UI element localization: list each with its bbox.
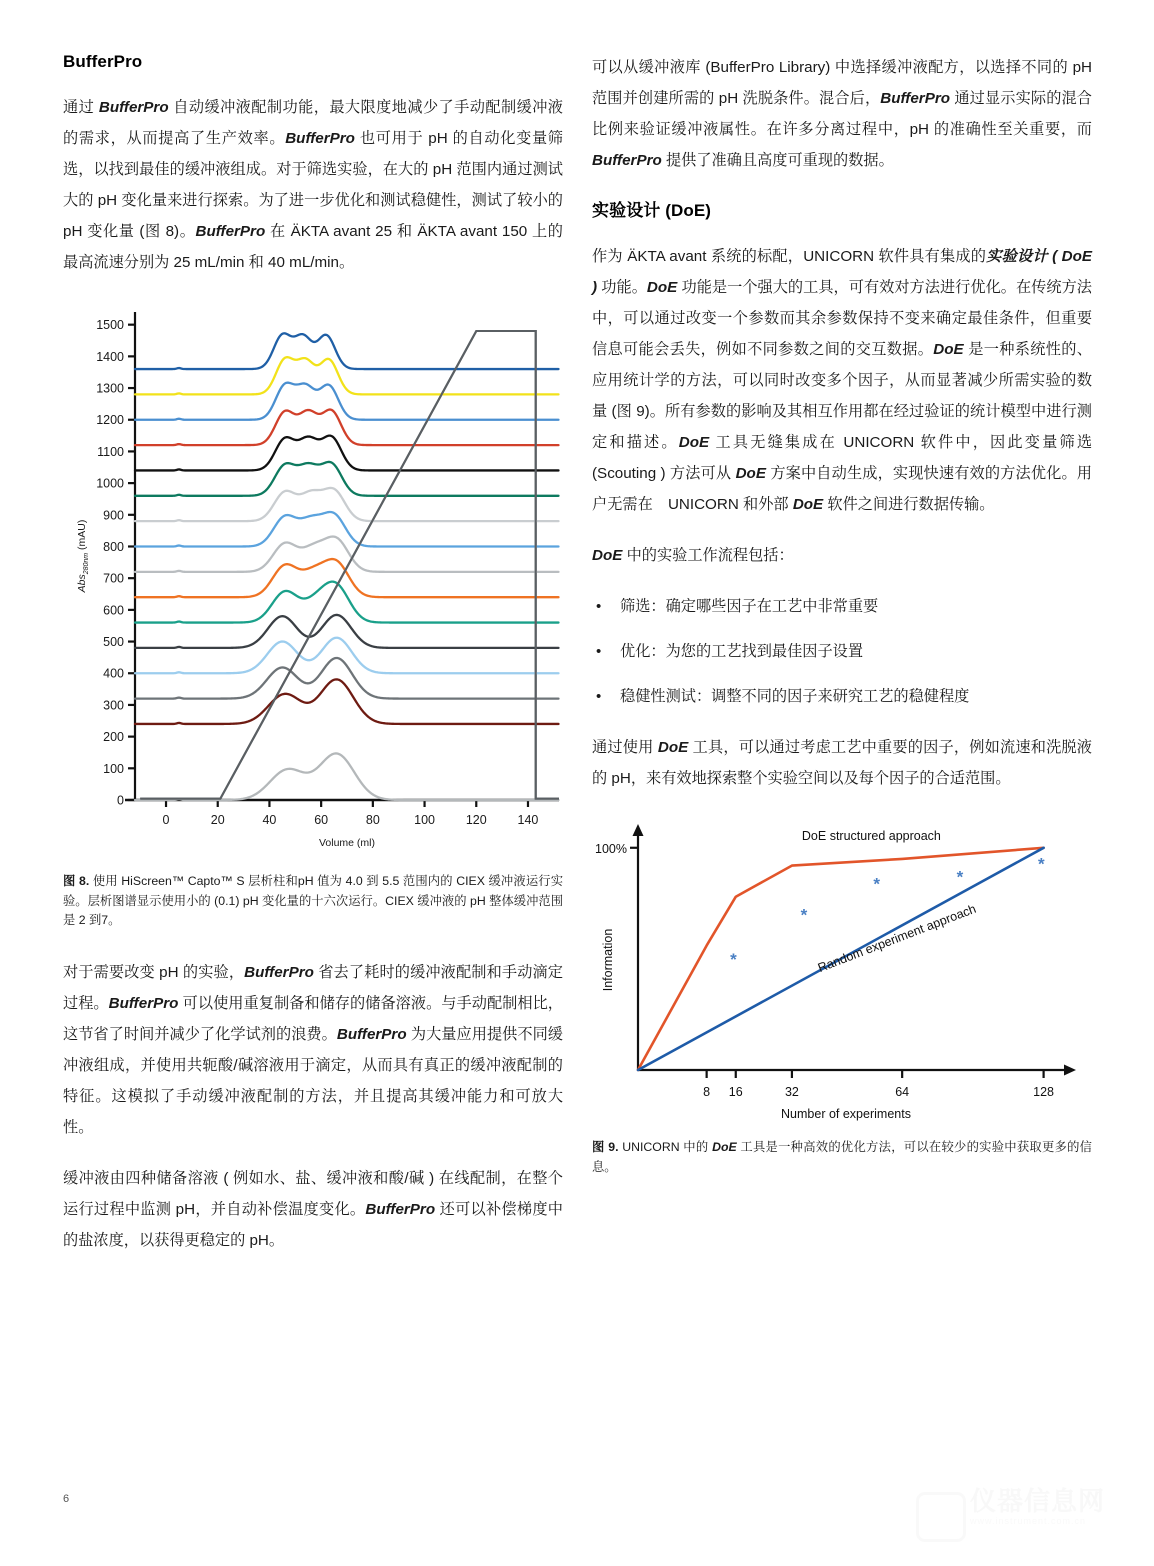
figure-8 <box>63 298 563 858</box>
watermark-text: 仪器信息网 <box>970 1486 1106 1516</box>
annotation-doe-structured: DoE structured approach <box>801 828 941 843</box>
x-tick-label: 8 <box>703 1085 711 1099</box>
chromatogram-trace <box>135 512 558 546</box>
figure-9-doe-chart <box>592 814 1082 1124</box>
y-tick-label: 0 <box>117 793 124 808</box>
x-tick-label: 32 <box>784 1085 799 1099</box>
right-column <box>592 52 1092 1177</box>
chromatogram-trace <box>135 753 558 800</box>
paragraph-bufferpro-stock-solutions: 缓冲液由四种储备溶液 ( 例如水、盐、缓冲液和酸/碱 ) 在线配制，在整个运行过程中监测 pH，并自动补偿温度变化。BufferPro 还可以补偿梯度中的盐浓度，以获得更稳定的 pH。 <box>63 1169 563 1249</box>
paragraph-bufferpro-benefits: 对于需要改变 pH 的实验，BufferPro 省去了耗时的缓冲液配制和手动滴定过程。BufferPro 可以使用重复制备和储存的储备溶液。与手动配制相比，这节省了时间并减少了化学试剂的浪费。BufferPro 为大量应用提供不同缓冲液组成，并使用共轭酸/碱溶液用于滴定，从而具有真正的缓冲液配制的特征。这模拟了手动缓冲液配制的方法，并且提高其缓冲能力和可放大性。 <box>63 963 563 1136</box>
x-tick-label: 0 <box>162 813 170 827</box>
chromatogram-trace <box>135 333 558 369</box>
section-heading-doe: 实验设计 (DoE) <box>592 201 712 220</box>
paragraph-doe-workflow-lead: DoE 中的实验工作流程包括： <box>592 547 794 564</box>
annotation-random-experiment: Random experiment approach <box>815 901 978 976</box>
paragraph-doe-intro: 作为 ÄKTA avant 系统的标配，UNICORN 软件具有集成的实验设计 ( DoE ) 功能。DoE 功能是一个强大的工具，可有效对方法进行优化。在传统方法中，可以通过改变一个参数而其余参数保持不变来确定最佳条件，但重要信息可能会丢失，例如不同参数之间的交互数据。DoE 是一种系统性的、应用统计学的方法，可以同时改变多个因子，从而显著减少所需实验的数量 (图 9)。所有参数的影响及其相互作用都在经过验证的统计模型中进行测定和描述。DoE 工具无缝集成在 UNICORN 软件中，因此变量筛选 (Scouting ) 方法可从 DoE 方案中自动生成，实现快速有效的方法优化。用户无需在 UNICORN 和外部 DoE 软件之间进行数据传输。 <box>592 248 1093 513</box>
list-item: • 稳健性测试：调整不同的因子来研究工艺的稳健程度 <box>592 681 1092 712</box>
x-axis-arrow-icon <box>1064 1065 1076 1076</box>
x-tick-label: 64 <box>895 1085 910 1099</box>
y-tick-label: 1100 <box>97 444 124 459</box>
figure-8-caption: 图 8. 使用 HiScreen™ Capto™ S 层析柱和pH 值为 4.0 到 5.5 范围内的 CIEX 缓冲液运行实验。层析图谱显示使用小的 (0.1) pH 变化量的十六次运行。CIEX 缓冲液的 pH 整体缓冲范围是 2 到7。 <box>63 874 563 927</box>
doe-workflow-list <box>592 591 1092 712</box>
x-tick-label: 40 <box>262 813 277 827</box>
y-axis-label <box>76 520 90 594</box>
x-tick-label: 20 <box>210 813 225 827</box>
x-tick-label: 140 <box>517 813 539 827</box>
left-column <box>63 52 563 1276</box>
chromatogram-trace <box>135 559 558 597</box>
y-tick-label: 300 <box>103 698 124 713</box>
x-axis-label: Volume (ml) <box>318 837 376 849</box>
x-tick-label: 60 <box>314 813 329 827</box>
x-tick-label: 100 <box>414 813 435 827</box>
watermark <box>916 1486 1112 1546</box>
chromatogram-trace <box>135 679 558 724</box>
y-axis-arrow-icon <box>633 824 644 836</box>
y-tick-label: 100 <box>103 761 124 776</box>
y-tick-label: 200 <box>103 730 124 745</box>
y-tick-label: 600 <box>103 603 124 618</box>
watermark-logo-icon <box>916 1492 966 1542</box>
x-tick-label: 80 <box>365 813 380 827</box>
watermark-url: www.instrument.com.cn <box>970 1516 1087 1526</box>
y-tick-label: 1300 <box>96 381 124 396</box>
chromatogram-trace <box>135 582 558 623</box>
y-tick-label: 900 <box>103 508 124 523</box>
chromatogram-trace <box>135 638 558 674</box>
star-marker-icon: * <box>730 949 737 969</box>
gradient-trace <box>140 331 559 799</box>
chromatogram-trace <box>135 658 558 699</box>
x-tick-label: 16 <box>728 1085 743 1099</box>
y-tick-label: 500 <box>103 635 124 650</box>
star-marker-icon: * <box>800 905 808 925</box>
y-tick-label: 1500 <box>96 318 124 333</box>
star-marker-icon: * <box>873 874 881 894</box>
chromatogram-trace <box>135 357 558 394</box>
star-marker-icon: * <box>1037 854 1045 874</box>
y-tick-label: 800 <box>103 539 124 554</box>
x-tick-label: 128 <box>1033 1085 1055 1099</box>
chromatogram-trace <box>135 615 558 648</box>
y-tick-label: 700 <box>103 571 124 586</box>
chromatogram-trace <box>135 488 558 521</box>
y-tick-label: 400 <box>103 666 124 681</box>
y-axis-label: Information <box>601 928 615 992</box>
paragraph-bufferpro-library: 可以从缓冲液库 (BufferPro Library) 中选择缓冲液配方，以选择不同的 pH 范围并创建所需的 pH 洗脱条件。混合后，BufferPro 通过显示实际的混合比例来验证缓冲液属性。在许多分离过程中，pH 的准确性至关重要，而 BufferPro 提供了准确且高度可重现的数据。 <box>592 59 1092 169</box>
paragraph-doe-design-space: 通过使用 DoE 工具，可以通过考虑工艺中重要的因子，例如流速和洗脱液的 pH，来有效地探索整个实验空间以及每个因子的合适范围。 <box>592 739 1092 787</box>
figure-9-caption: 图 9. UNICORN 中的 DoE 工具是一种高效的优化方法，可以在较少的实验中获取更多的信息。 <box>592 1140 1092 1174</box>
chromatogram-trace <box>135 462 558 496</box>
y-tick-label-100: 100% <box>595 841 627 856</box>
gradient-trace-overlay <box>140 331 559 799</box>
list-item: • 优化：为您的工艺找到最佳因子设置 <box>592 636 1092 667</box>
chromatogram-trace <box>135 436 558 471</box>
list-item: • 筛选：确定哪些因子在工艺中非常重要 <box>592 591 1092 622</box>
x-tick-label: 120 <box>465 813 487 827</box>
y-tick-label: 1000 <box>96 476 124 491</box>
x-axis-label: Number of experiments <box>781 1107 911 1121</box>
figure-8-chromatogram-chart <box>63 298 563 858</box>
figure-9 <box>592 814 1092 1124</box>
y-tick-label: 1400 <box>96 349 124 364</box>
page-number: 6 <box>63 1493 70 1505</box>
svg-text:Abs280nm (mAU): Abs$_{280nm}$ (mAU) <box>76 519 90 593</box>
y-tick-label: 1200 <box>96 413 124 428</box>
star-marker-icon: * <box>956 867 964 887</box>
section-heading-bufferpro: BufferPro <box>63 52 143 71</box>
paragraph-bufferpro-intro: 通过 BufferPro 自动缓冲液配制功能，最大限度地减少了手动配制缓冲液的需求，从而提高了生产效率。BufferPro 也可用于 pH 的自动化变量筛选，以找到最佳的缓冲液组成。对于筛选实验，在大的 pH 范围内通过测试大的 pH 变化量来进行探索。为了进一步优化和测试稳健性，测试了较小的 pH 变化量 (图 8)。BufferPro 在 ÄKTA avant 25 和 ÄKTA avant 150 上的最高流速分别为 25 mL/min 和 40 mL/min。 <box>63 99 563 271</box>
